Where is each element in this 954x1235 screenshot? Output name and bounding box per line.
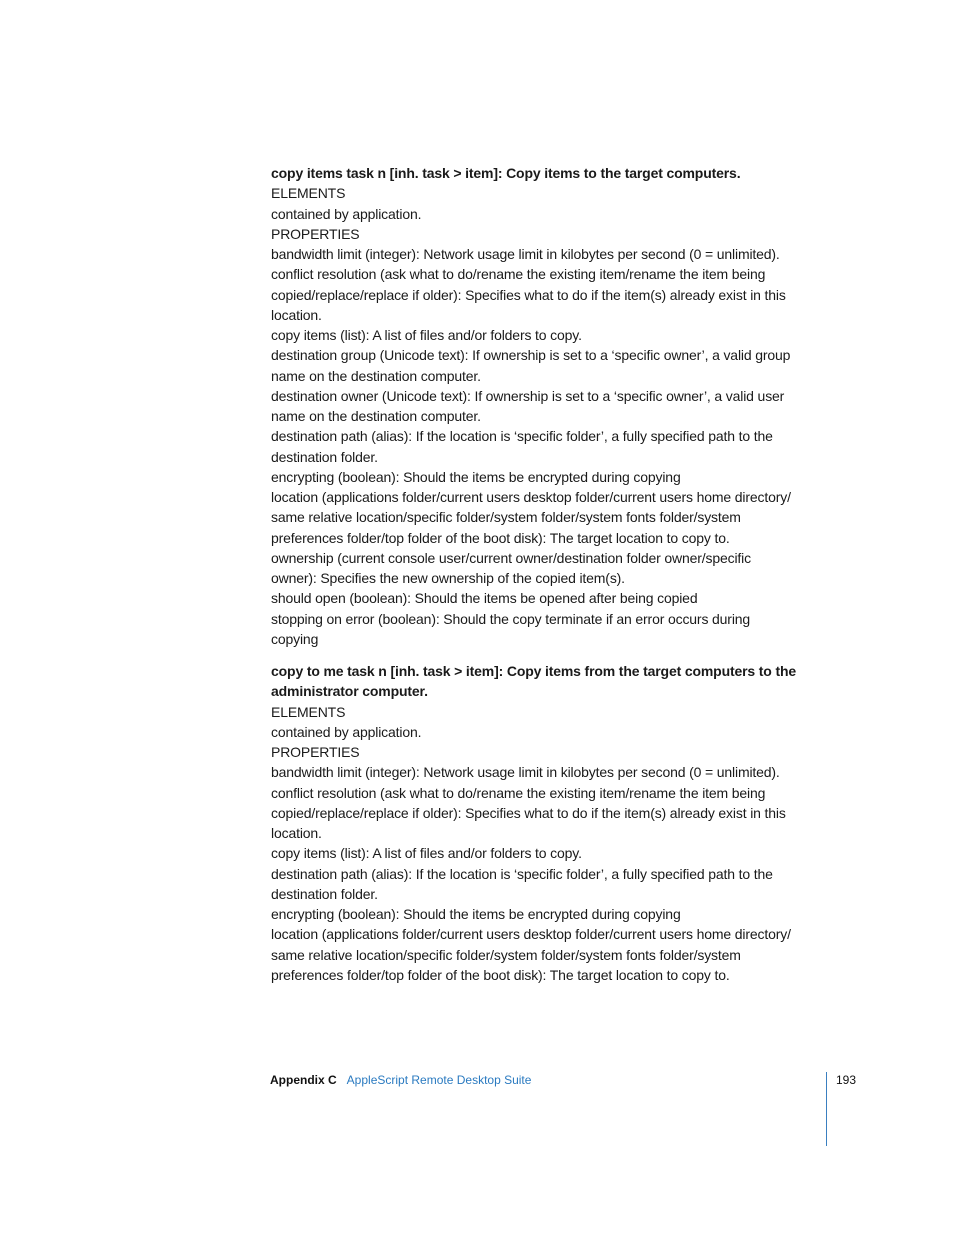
entry-heading: copy items task n [inh. task > item]: Copy items to the target computers. [271,165,741,181]
entry-line: should open (boolean): Should the items be opened after being copied [271,590,698,607]
entry-line: destination path (alias): If the location is ‘specific folder’, a fully specified path to the [271,428,773,445]
entry-line: ELEMENTS [271,703,346,720]
entry-line: name on the destination computer. [271,367,481,384]
entry-line: name on the destination computer. [271,408,481,424]
entry-line: copy items (list): A list of files and/or folders to copy. [271,845,582,862]
entry-line: location. [271,306,322,323]
entry-line: copying [271,630,319,647]
document-body [271,163,841,985]
entry-line: contained by application. [271,723,422,740]
entry-line: bandwidth limit (integer): Network usage limit in kilobytes per second (0 = unlimited). [271,246,780,262]
dictionary-entry [271,163,841,649]
entry-line: location (applications folder/current users desktop folder/current users home directory/ [271,489,791,505]
footer-divider [826,1072,827,1146]
page-number: 193 [836,1073,857,1087]
entry-line: destination folder. [271,885,378,902]
entry-line: copied/replace/replace if older): Specifies what to do if the item(s) already exist in this [271,804,786,821]
entry-line: location. [271,825,322,841]
entry-line: destination owner (Unicode text): If ownership is set to a ‘specific owner’, a valid user [271,387,785,404]
entry-heading: administrator computer. [271,683,428,700]
entry-line: ELEMENTS [271,185,346,202]
entry-line: same relative location/specific folder/system folder/system fonts folder/system [271,946,741,963]
entry-line: encrypting (boolean): Should the items be encrypted during copying [271,906,681,922]
section-title: AppleScript Remote Desktop Suite [346,1073,532,1087]
entry-line: owner): Specifies the new ownership of the copied item(s). [271,570,625,586]
entry-line: bandwidth limit (integer): Network usage limit in kilobytes per second (0 = unlimited). [271,764,780,781]
page-footer [270,1071,531,1089]
entry-line: ownership (current console user/current owner/destination folder owner/specific [271,549,751,566]
dictionary-entry [271,661,841,985]
entry-line: same relative location/specific folder/system folder/system fonts folder/system [271,509,741,526]
entry-line: destination path (alias): If the location is ‘specific folder’, a fully specified path to the [271,865,773,882]
appendix-label: Appendix C [270,1073,337,1087]
entry-line: stopping on error (boolean): Should the copy terminate if an error occurs during [271,610,751,627]
entry-line: encrypting (boolean): Should the items be encrypted during copying [271,468,681,485]
entry-line: contained by application. [271,205,422,222]
entry-line: copied/replace/replace if older): Specifies what to do if the item(s) already exist in this [271,286,786,303]
entry-heading: copy to me task n [inh. task > item]: Copy items from the target computers to the [271,663,796,679]
entry-line: conflict resolution (ask what to do/rename the existing item/rename the item being [271,266,766,283]
entry-line: preferences folder/top folder of the boot disk): The target location to copy to. [271,529,730,546]
entry-line: copy items (list): A list of files and/or folders to copy. [271,327,582,343]
entry-line: preferences folder/top folder of the boot disk): The target location to copy to. [271,966,730,983]
entry-line: PROPERTIES [271,225,360,242]
entry-line: PROPERTIES [271,744,360,760]
entry-line: location (applications folder/current users desktop folder/current users home directory/ [271,926,791,943]
entry-line: conflict resolution (ask what to do/rename the existing item/rename the item being [271,784,766,801]
entry-line: destination group (Unicode text): If ownership is set to a ‘specific owner’, a valid group [271,347,791,364]
entry-line: destination folder. [271,448,378,465]
